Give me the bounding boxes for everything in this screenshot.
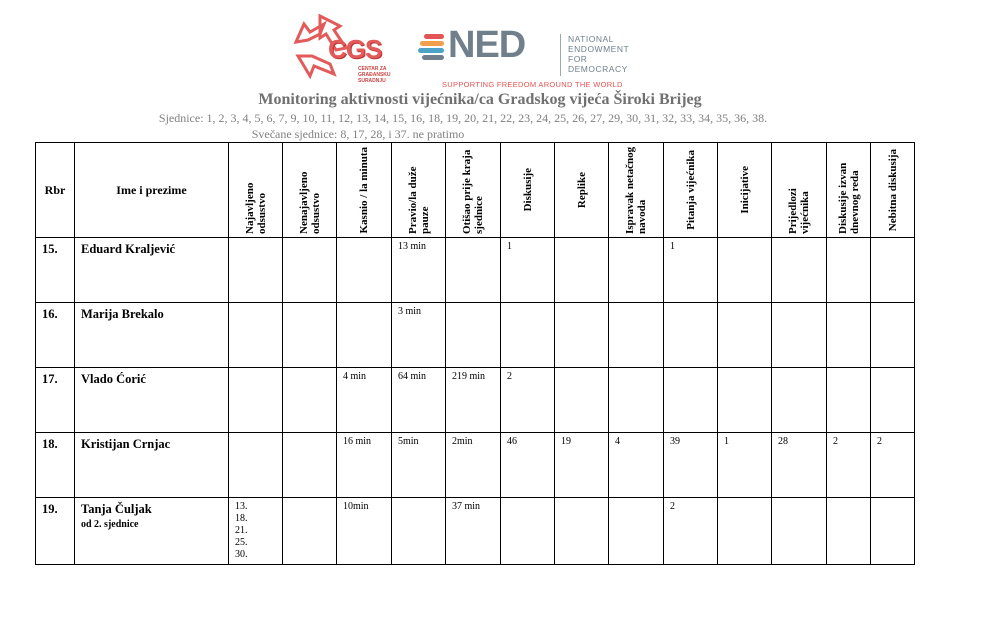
column-header-label: Otišao prije kraja sjednice xyxy=(461,149,485,234)
table-cell xyxy=(609,303,664,368)
table-cell xyxy=(283,368,337,433)
column-header: Rbr xyxy=(36,143,75,238)
table-cell: 3 min xyxy=(392,303,446,368)
table-cell: 13. 18. 21. 25. 30. xyxy=(229,498,283,565)
column-header-label: Diskusije izvan dnevnog reda xyxy=(836,162,861,234)
column-header xyxy=(827,143,871,238)
table-cell: 2 xyxy=(871,433,915,498)
table-cell xyxy=(772,303,827,368)
councillor-note: od 2. sjednice xyxy=(81,519,139,530)
table-cell xyxy=(446,303,501,368)
row-number: 18. xyxy=(36,433,75,498)
table-row xyxy=(36,368,915,433)
table-cell xyxy=(664,303,718,368)
table-cell: 4 xyxy=(609,433,664,498)
column-header xyxy=(871,143,915,238)
ned-name-line: NATIONAL xyxy=(568,34,614,44)
councillor-name-cell xyxy=(75,303,229,368)
table-cell xyxy=(772,238,827,303)
table-header-row xyxy=(36,143,915,238)
table-cell: 1 xyxy=(664,238,718,303)
councillor-name: Vlado Ćorić xyxy=(81,372,146,386)
table-row xyxy=(36,303,915,368)
table-cell: 28 xyxy=(772,433,827,498)
table-cell xyxy=(229,368,283,433)
councillor-name: Kristijan Crnjac xyxy=(81,437,171,451)
column-header xyxy=(555,143,609,238)
councillor-name-cell xyxy=(75,433,229,498)
table-cell xyxy=(229,433,283,498)
table-cell: 1 xyxy=(718,433,772,498)
table-row xyxy=(36,238,915,303)
column-header-label: Prijedlozi vijećnika xyxy=(787,188,811,234)
table-cell xyxy=(337,303,392,368)
table-cell xyxy=(827,368,871,433)
ned-divider xyxy=(560,34,561,76)
table-cell xyxy=(555,303,609,368)
table-cell: 19 xyxy=(555,433,609,498)
column-header xyxy=(392,143,446,238)
table-cell: 219 min xyxy=(446,368,501,433)
councillor-name-cell xyxy=(75,238,229,303)
column-header xyxy=(337,143,392,238)
table-cell xyxy=(772,498,827,565)
table-cell: 13 min xyxy=(392,238,446,303)
table-cell xyxy=(501,303,555,368)
table-cell xyxy=(718,498,772,565)
ceremonial-sessions-note: Svečane sjednice: 8, 17, 28, i 37. ne pratimo xyxy=(251,127,465,141)
table-cell xyxy=(283,238,337,303)
ned-full-name xyxy=(568,34,629,74)
column-header-label: Diskusije xyxy=(521,168,534,212)
ned-logo-text: NED xyxy=(448,24,526,66)
table-cell xyxy=(827,498,871,565)
table-cell: 4 min xyxy=(337,368,392,433)
table-cell xyxy=(229,238,283,303)
councillor-name-cell xyxy=(75,498,229,565)
table-cell: 2 xyxy=(827,433,871,498)
column-header-label: Ispravak netačnog navoda xyxy=(624,146,648,234)
column-header xyxy=(664,143,718,238)
table-cell xyxy=(555,368,609,433)
column-header-label: Kasnio / la minuta xyxy=(358,146,370,234)
table-cell xyxy=(664,368,718,433)
column-header-label: Inicijative xyxy=(738,166,751,214)
table-cell: 10min xyxy=(337,498,392,565)
column-header xyxy=(609,143,664,238)
column-header xyxy=(772,143,827,238)
table-cell xyxy=(609,498,664,565)
row-number: 17. xyxy=(36,368,75,433)
table-cell xyxy=(718,303,772,368)
table-cell: 1 xyxy=(501,238,555,303)
ned-stripes-icon xyxy=(418,32,446,62)
table-body xyxy=(36,238,915,565)
column-header xyxy=(229,143,283,238)
table-cell: 2 xyxy=(501,368,555,433)
ned-tagline: SUPPORTING FREEDOM AROUND THE WORLD xyxy=(442,80,623,89)
column-header xyxy=(718,143,772,238)
ned-name-line: DEMOCRACY xyxy=(568,64,628,74)
cgs-logo-text: CGS xyxy=(328,34,382,64)
column-header-label: Nenajavljeno odsustvo xyxy=(297,171,322,234)
column-header xyxy=(446,143,501,238)
table-cell xyxy=(772,368,827,433)
monitoring-table xyxy=(35,142,915,565)
ned-name-line: ENDOWMENT xyxy=(568,44,630,54)
column-header-label: Nebitna diskusija xyxy=(886,148,899,232)
table-cell xyxy=(871,498,915,565)
table-cell xyxy=(337,238,392,303)
ned-logo xyxy=(418,26,650,92)
ned-name-line: FOR xyxy=(568,54,588,64)
table-cell: 37 min xyxy=(446,498,501,565)
row-number: 19. xyxy=(36,498,75,565)
cgs-logo xyxy=(290,12,400,88)
table-cell xyxy=(555,498,609,565)
document-title: Monitoring aktivnosti vijećnika/ca Gradskog vijeća Široki Brijeg xyxy=(258,91,702,108)
table-cell xyxy=(871,238,915,303)
column-header-label: Replike xyxy=(575,171,588,209)
councillor-name: Marija Brekalo xyxy=(81,307,164,321)
table-row xyxy=(36,433,915,498)
logo-bar xyxy=(290,8,650,92)
table-cell xyxy=(283,433,337,498)
column-header-label: Pravio/la duže pauze xyxy=(406,166,431,234)
table-cell xyxy=(555,238,609,303)
table-cell xyxy=(871,368,915,433)
cgs-logo-subtitle: CENTAR ZA GRAĐANSKU SURADNJU xyxy=(358,66,391,84)
councillor-name-cell xyxy=(75,368,229,433)
table-cell xyxy=(609,368,664,433)
table-cell: 5min xyxy=(392,433,446,498)
table-cell xyxy=(501,498,555,565)
table-cell: 39 xyxy=(664,433,718,498)
table-cell xyxy=(718,238,772,303)
table-cell xyxy=(229,303,283,368)
table-cell xyxy=(827,303,871,368)
row-number: 16. xyxy=(36,303,75,368)
table-cell: 46 xyxy=(501,433,555,498)
row-number: 15. xyxy=(36,238,75,303)
table-cell xyxy=(446,238,501,303)
sessions-list: Sjednice: 1, 2, 3, 4, 5, 6, 7, 9, 10, 11, 12, 13, 14, 15, 16, 18, 19, 20, 21, 22, 23, 24, 25, 26, 27, 29, 30, 31, 32, 33, 34, 35, 36, 38. xyxy=(158,111,768,125)
column-header-label: Pitanja vijećnika xyxy=(684,150,697,230)
table-cell xyxy=(283,498,337,565)
table-cell xyxy=(827,238,871,303)
table-row xyxy=(36,498,915,565)
table-cell xyxy=(609,238,664,303)
table-cell: 2min xyxy=(446,433,501,498)
column-header xyxy=(283,143,337,238)
column-header: Ime i prezime xyxy=(75,143,229,238)
table-cell xyxy=(718,368,772,433)
councillor-name: Eduard Kraljević xyxy=(81,242,176,256)
table-cell: 2 xyxy=(664,498,718,565)
table-cell: 64 min xyxy=(392,368,446,433)
table-cell xyxy=(283,303,337,368)
column-header-label: Najavljeno odsustvo xyxy=(243,182,268,234)
table-cell: 16 min xyxy=(337,433,392,498)
table-cell xyxy=(871,303,915,368)
column-header xyxy=(501,143,555,238)
councillor-name: Tanja Čuljak xyxy=(81,502,152,516)
table-cell xyxy=(392,498,446,565)
